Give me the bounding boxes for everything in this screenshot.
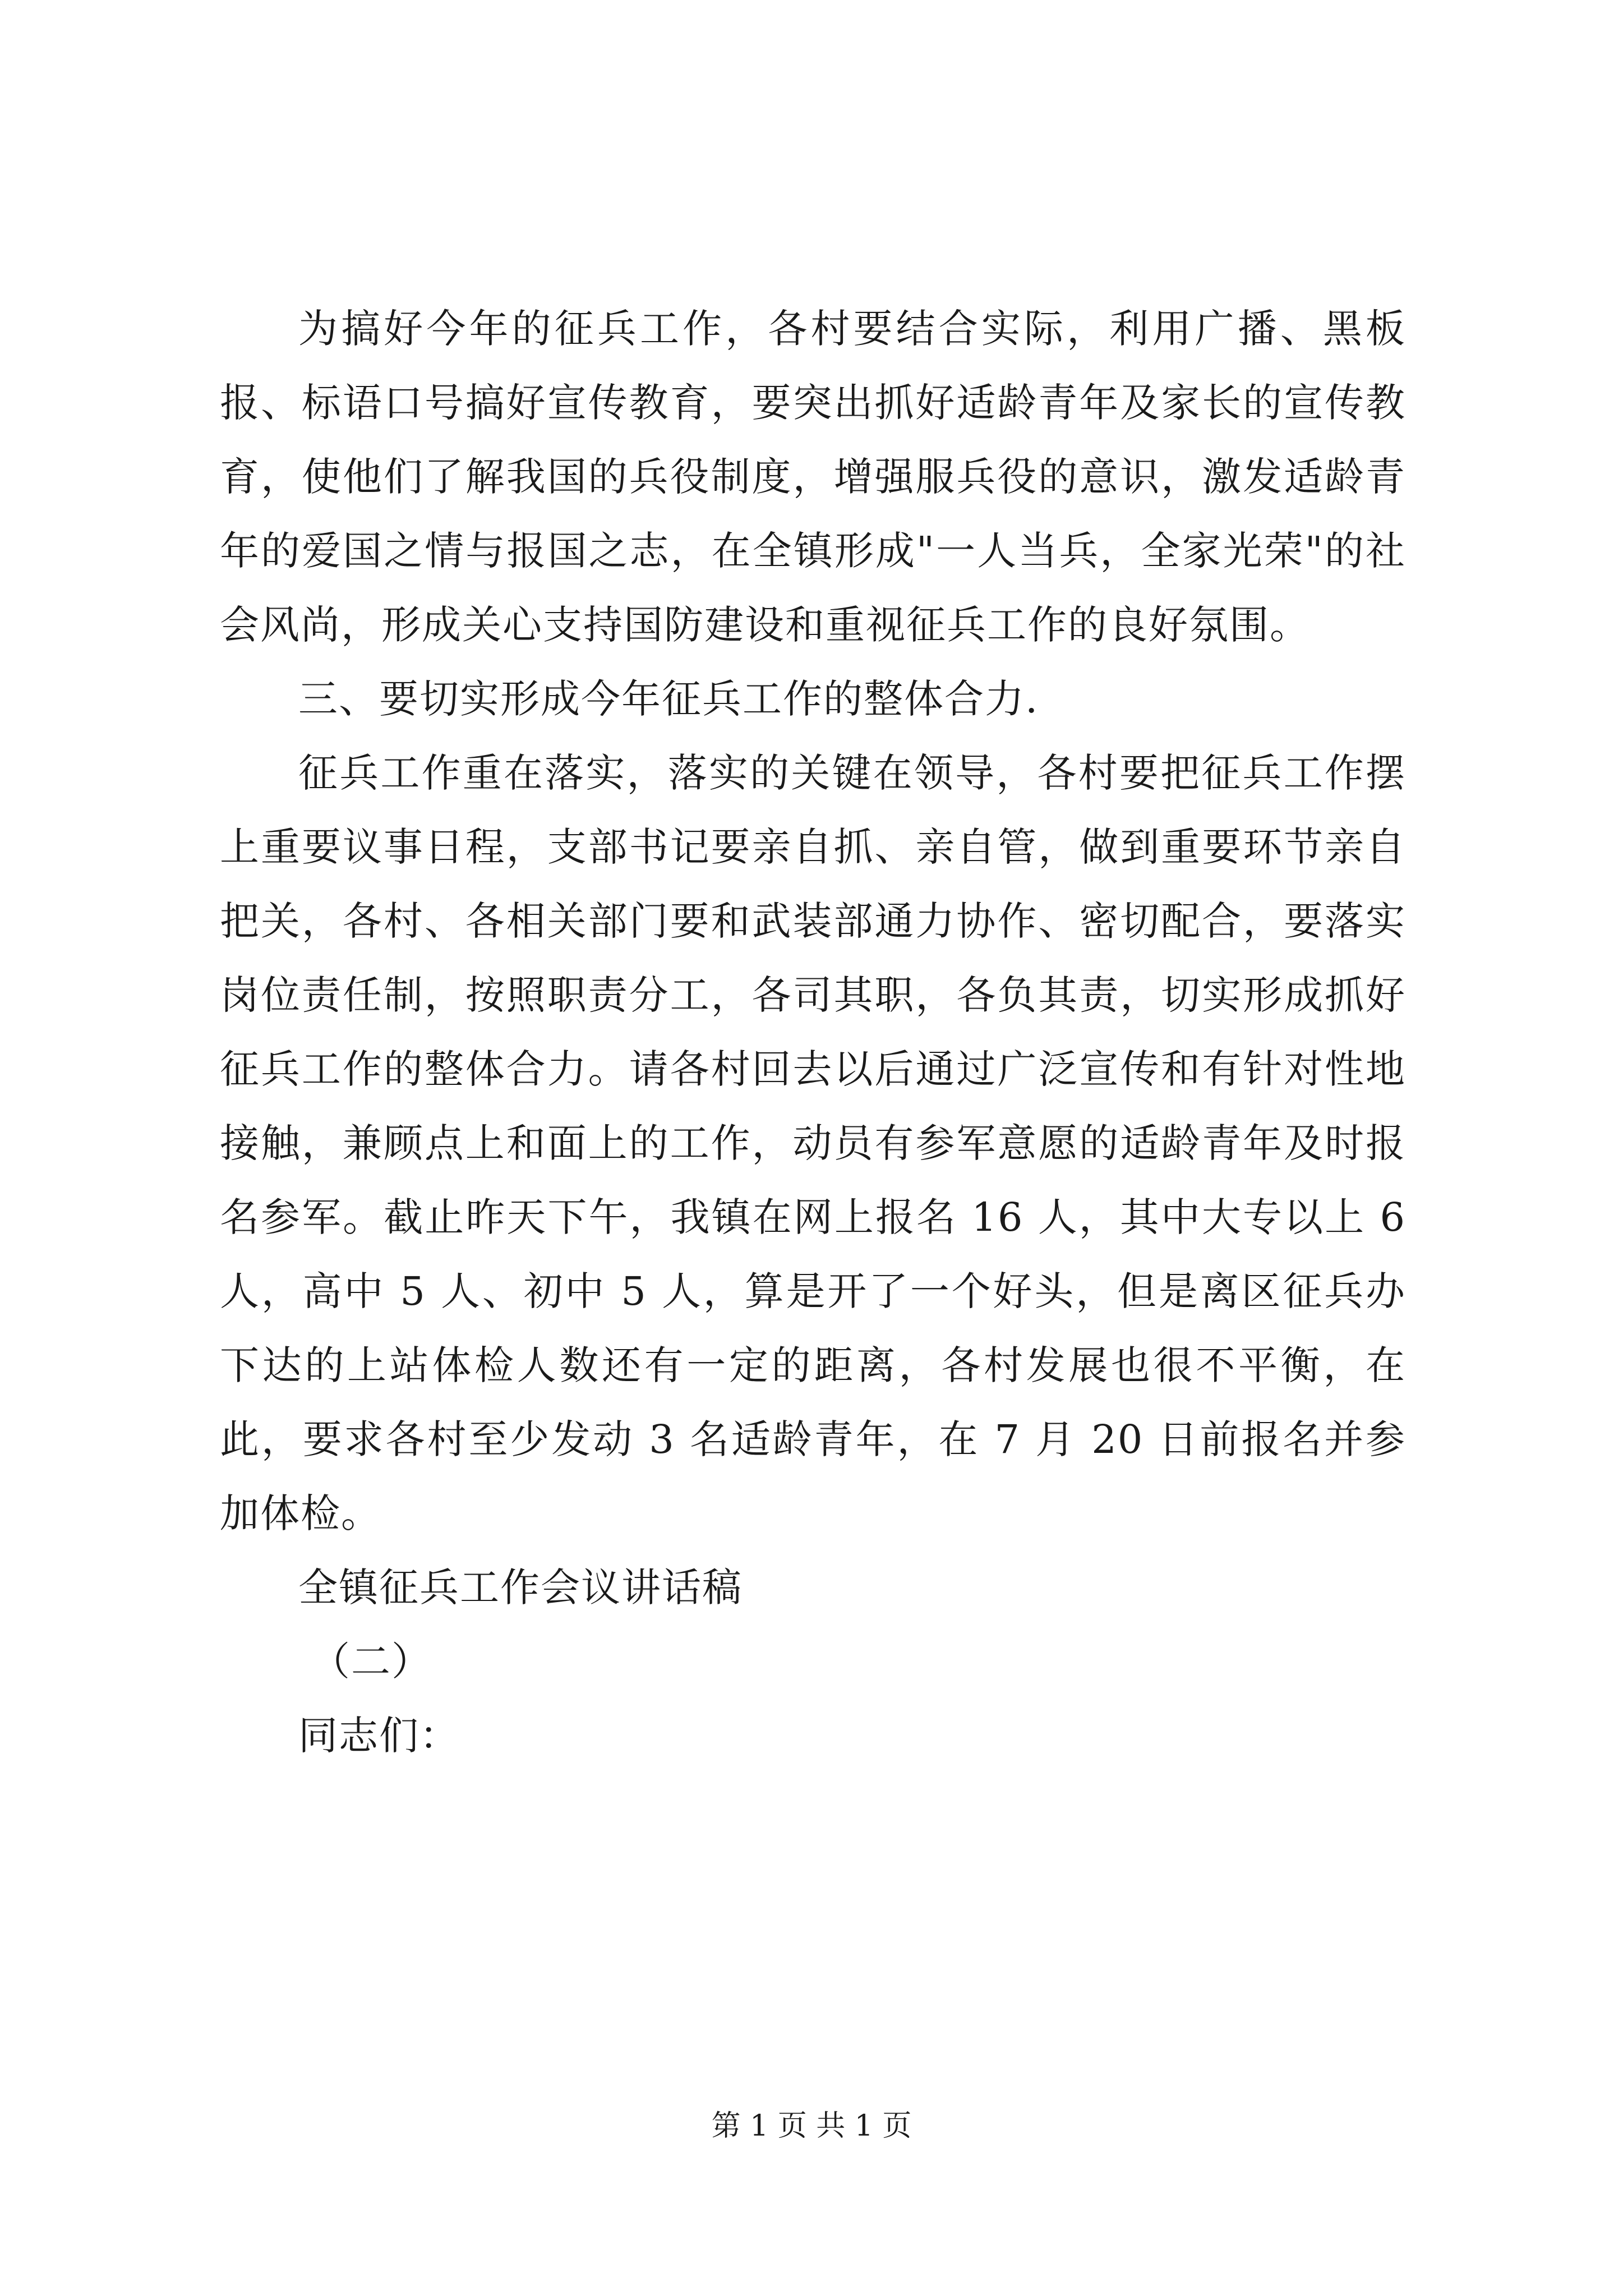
page-footer: 第 1 页 共 1 页 [711,2109,912,2143]
speech-title: 全镇征兵工作会议讲话稿 [298,1565,743,1611]
paragraph-propaganda: 为搞好今年的征兵工作，各村要结合实际，利用广播、黑板报、标语口号搞好宣传教育，要突出抓好适龄青年及家长的宣传教育，使他们了解我国的兵役制度，增强服兵役的意识，激发适龄青年的爱国之情与报国之志，在全镇形成"一人当兵，全家光荣"的社会风尚，形成关心支持国防建设和重视征兵工作的良好氛围。 [220,306,1406,648]
speech-part-number: （二） [311,1639,432,1685]
section-heading-three: 三、要切实形成今年征兵工作的整体合力. [298,676,1039,722]
greeting: 同志们： [298,1713,460,1759]
document-body [220,292,1406,1773]
paragraph-implementation: 征兵工作重在落实，落实的关键在领导，各村要把征兵工作摆上重要议事日程，支部书记要亲自抓、亲自管，做到重要环节亲自把关，各村、各相关部门要和武装部通力协作、密切配合，要落实岗位责任制，按照职责分工，各司其职，各负其责，切实形成抓好征兵工作的整体合力。请各村回去以后通过广泛宣传和有针对性地接触，兼顾点上和面上的工作，动员有参军意愿的适龄青年及时报名参军。截止昨天下午，我镇在网上报名 16 人，其中大专以上 6 人，高中 5 人、初中 5 人，算是开了一个好头，但是离区征兵办下达的上站体检人数还有一定的距离，各村发展也很不平衡，在此，要求各村至少发动 3 名适龄青年，在 7 月 20 日前报名并参加体检。 [220,750,1406,1536]
